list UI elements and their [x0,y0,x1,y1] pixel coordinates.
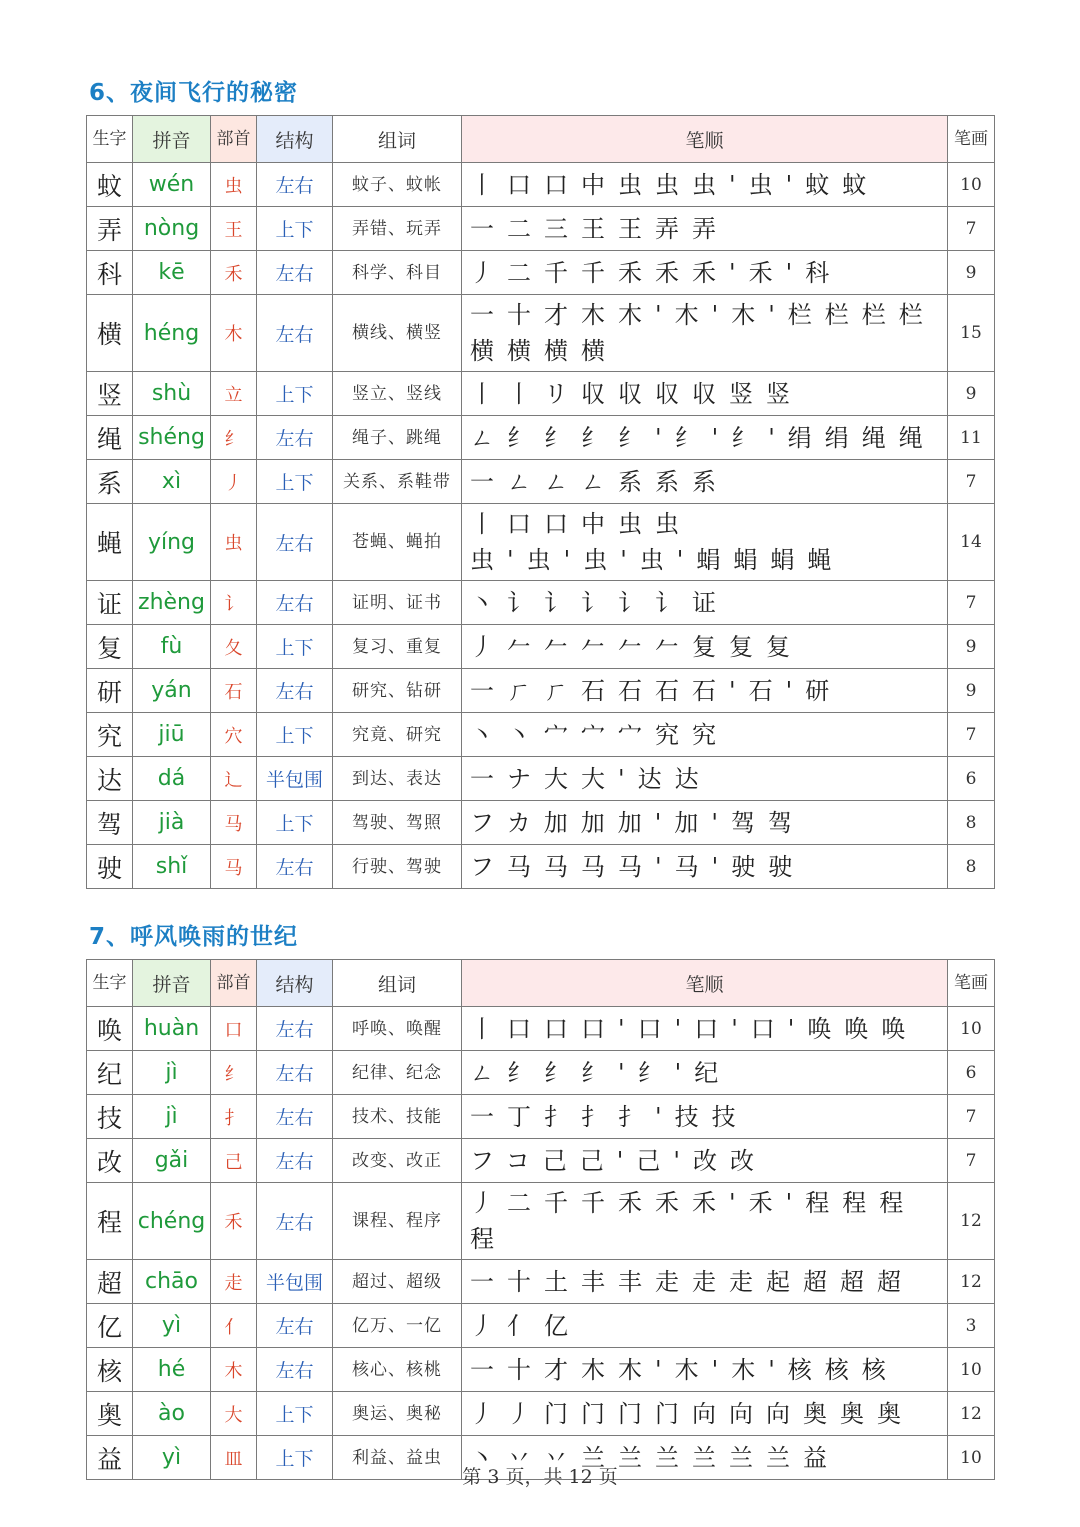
char-cell: 核 [87,1348,133,1392]
table-row [87,416,995,460]
stroke-order-cell: 丶丶宀宀宀究究 [462,713,948,757]
header-char: 生字 [87,960,133,1007]
radical-cell: 丿 [211,460,257,504]
words-cell: 科学、科目 [333,251,462,295]
header-strokes: 笔顺 [462,960,948,1007]
stroke-order-cell: 一十才木木'木'木'栏栏栏栏横横横横 [462,295,948,372]
structure-cell: 左右 [257,1095,333,1139]
stroke-count-cell: 12 [948,1260,995,1304]
header-structure: 结构 [257,960,333,1007]
table-row [87,845,995,889]
structure-cell: 左右 [257,295,333,372]
header-words: 组词 [333,116,462,163]
char-cell: 超 [87,1260,133,1304]
pinyin-cell: zhèng [133,581,211,625]
words-cell: 研究、钻研 [333,669,462,713]
stroke-count-cell: 6 [948,757,995,801]
lesson-7-section [86,918,994,1480]
words-cell: 苍蝇、蝇拍 [333,504,462,581]
table-row [87,295,995,372]
stroke-count-cell: 7 [948,581,995,625]
table-row [87,1260,995,1304]
lesson-7-title: 7、呼风唤雨的世纪 [89,924,299,950]
table-row [87,1051,995,1095]
structure-cell: 上下 [257,460,333,504]
words-cell: 纪律、纪念 [333,1051,462,1095]
stroke-count-cell: 9 [948,251,995,295]
stroke-order-cell: 一十土丰丰走走走起超超超 [462,1260,948,1304]
char-cell: 达 [87,757,133,801]
pinyin-cell: nòng [133,207,211,251]
pinyin-cell: xì [133,460,211,504]
radical-cell: 辶 [211,757,257,801]
structure-cell: 左右 [257,669,333,713]
structure-cell: 左右 [257,845,333,889]
pinyin-cell: hé [133,1348,211,1392]
stroke-count-cell: 10 [948,1348,995,1392]
radical-cell: 石 [211,669,257,713]
words-cell: 课程、程序 [333,1183,462,1260]
stroke-count-cell: 6 [948,1051,995,1095]
words-cell: 证明、证书 [333,581,462,625]
pinyin-cell: yán [133,669,211,713]
stroke-count-cell: 14 [948,504,995,581]
table-row [87,1095,995,1139]
table-row [87,625,995,669]
lesson-6-table [86,115,995,889]
stroke-count-cell: 7 [948,207,995,251]
radical-cell: 木 [211,295,257,372]
char-cell: 复 [87,625,133,669]
table-row [87,460,995,504]
stroke-order-cell: 丿丿门门门门向向向奥奥奥 [462,1392,948,1436]
pinyin-cell: jiū [133,713,211,757]
header-pinyin: 拼音 [133,960,211,1007]
header-structure: 结构 [257,116,333,163]
words-cell: 呼唤、唤醒 [333,1007,462,1051]
words-cell: 横线、横竖 [333,295,462,372]
pinyin-cell: héng [133,295,211,372]
lesson-6-section [86,74,994,889]
radical-cell: 王 [211,207,257,251]
stroke-order-cell: 丶讠讠讠讠讠证 [462,581,948,625]
table-row [87,163,995,207]
stroke-count-cell: 7 [948,460,995,504]
stroke-order-cell: 丿𠂉𠂉𠂉𠂉𠂉复复复 [462,625,948,669]
structure-cell: 左右 [257,1304,333,1348]
stroke-count-cell: 10 [948,163,995,207]
stroke-count-cell: 11 [948,416,995,460]
radical-cell: 虫 [211,504,257,581]
radical-cell: 立 [211,372,257,416]
words-cell: 到达、表达 [333,757,462,801]
char-cell: 横 [87,295,133,372]
stroke-count-cell: 8 [948,845,995,889]
structure-cell: 左右 [257,1183,333,1260]
table-row [87,801,995,845]
radical-cell: 亻 [211,1304,257,1348]
char-cell: 益 [87,1436,133,1480]
words-cell: 驾驶、驾照 [333,801,462,845]
table-row [87,1007,995,1051]
header-radical: 部首 [211,960,257,1007]
char-cell: 亿 [87,1304,133,1348]
pinyin-cell: huàn [133,1007,211,1051]
char-cell: 弄 [87,207,133,251]
stroke-order-cell: 丿二千千禾禾禾'禾'程程程程 [462,1183,948,1260]
char-cell: 蚊 [87,163,133,207]
structure-cell: 上下 [257,801,333,845]
stroke-count-cell: 7 [948,1139,995,1183]
header-strokes: 笔顺 [462,116,948,163]
structure-cell: 左右 [257,1051,333,1095]
stroke-order-cell: 丶丷丷兰兰兰兰兰兰益 [462,1436,948,1480]
header-row [87,960,995,1007]
char-cell: 唤 [87,1007,133,1051]
stroke-order-cell: 一ㄏㄏ石石石石'石'研 [462,669,948,713]
radical-cell: 穴 [211,713,257,757]
stroke-order-cell: 丨口口口'口'口'口'唤唤唤 [462,1007,948,1051]
pinyin-cell: wén [133,163,211,207]
radical-cell: 讠 [211,581,257,625]
pinyin-cell: yíng [133,504,211,581]
lesson-6-title: 6、夜间飞行的秘密 [89,80,299,106]
char-cell: 究 [87,713,133,757]
words-cell: 弄错、玩弄 [333,207,462,251]
words-cell: 超过、超级 [333,1260,462,1304]
stroke-order-cell: 丨丨リ収収収収竖竖 [462,372,948,416]
stroke-count-cell: 10 [948,1436,995,1480]
table-row [87,1139,995,1183]
radical-cell: 纟 [211,416,257,460]
table-row [87,251,995,295]
table-row [87,1183,995,1260]
pinyin-cell: ào [133,1392,211,1436]
header-count: 笔画 [948,960,995,1007]
table-row [87,207,995,251]
words-cell: 关系、系鞋带 [333,460,462,504]
char-cell: 驾 [87,801,133,845]
char-cell: 竖 [87,372,133,416]
words-cell: 核心、核桃 [333,1348,462,1392]
char-cell: 系 [87,460,133,504]
structure-cell: 半包围 [257,1260,333,1304]
pinyin-cell: fù [133,625,211,669]
pinyin-cell: yì [133,1304,211,1348]
stroke-count-cell: 7 [948,713,995,757]
pinyin-cell: gǎi [133,1139,211,1183]
structure-cell: 左右 [257,581,333,625]
table-row [87,757,995,801]
stroke-order-cell: 丨口口中虫虫虫'虫'虫'虫'蜎蜎蜎蝇 [462,504,948,581]
stroke-order-cell: ㄥ纟纟纟纟'纟'纟'绢绢绳绳 [462,416,948,460]
table-row [87,713,995,757]
radical-cell: 走 [211,1260,257,1304]
structure-cell: 左右 [257,251,333,295]
stroke-order-cell: 丨口口中虫虫虫'虫'蚊蚊 [462,163,948,207]
words-cell: 绳子、跳绳 [333,416,462,460]
radical-cell: 马 [211,801,257,845]
radical-cell: 扌 [211,1095,257,1139]
radical-cell: 马 [211,845,257,889]
char-cell: 证 [87,581,133,625]
char-cell: 研 [87,669,133,713]
words-cell: 复习、重复 [333,625,462,669]
stroke-count-cell: 9 [948,372,995,416]
stroke-count-cell: 8 [948,801,995,845]
words-cell: 技术、技能 [333,1095,462,1139]
radical-cell: 禾 [211,251,257,295]
structure-cell: 上下 [257,713,333,757]
table-row [87,504,995,581]
radical-cell: 口 [211,1007,257,1051]
lesson-7-table [86,959,995,1480]
pinyin-cell: jià [133,801,211,845]
table-row [87,581,995,625]
stroke-count-cell: 12 [948,1392,995,1436]
table-row [87,1304,995,1348]
header-radical: 部首 [211,116,257,163]
words-cell: 行驶、驾驶 [333,845,462,889]
stroke-order-cell: 丿亻亿 [462,1304,948,1348]
table-row [87,1348,995,1392]
stroke-order-cell: 丿二千千禾禾禾'禾'科 [462,251,948,295]
char-cell: 奥 [87,1392,133,1436]
stroke-order-cell: ㄥ纟纟纟'纟'纪 [462,1051,948,1095]
header-pinyin: 拼音 [133,116,211,163]
words-cell: 改变、改正 [333,1139,462,1183]
table-row [87,669,995,713]
stroke-order-cell: 一ㄥㄥㄥ系系系 [462,460,948,504]
structure-cell: 左右 [257,1007,333,1051]
structure-cell: 上下 [257,1392,333,1436]
words-cell: 奥运、奥秘 [333,1392,462,1436]
header-count: 笔画 [948,116,995,163]
page-footer: 第 3 页，共 12 页 [462,1466,618,1488]
structure-cell: 半包围 [257,757,333,801]
header-row [87,116,995,163]
pinyin-cell: jì [133,1095,211,1139]
radical-cell: 大 [211,1392,257,1436]
stroke-count-cell: 12 [948,1183,995,1260]
char-cell: 纪 [87,1051,133,1095]
stroke-count-cell: 9 [948,625,995,669]
stroke-order-cell: フコ己己'己'改改 [462,1139,948,1183]
pinyin-cell: kē [133,251,211,295]
structure-cell: 左右 [257,163,333,207]
structure-cell: 上下 [257,207,333,251]
structure-cell: 左右 [257,1348,333,1392]
pinyin-cell: chéng [133,1183,211,1260]
header-words: 组词 [333,960,462,1007]
radical-cell: 虫 [211,163,257,207]
structure-cell: 左右 [257,1139,333,1183]
stroke-count-cell: 9 [948,669,995,713]
stroke-count-cell: 10 [948,1007,995,1051]
words-cell: 亿万、一亿 [333,1304,462,1348]
radical-cell: 夂 [211,625,257,669]
stroke-order-cell: 一十才木木'木'木'核核核 [462,1348,948,1392]
pinyin-cell: shǐ [133,845,211,889]
pinyin-cell: dá [133,757,211,801]
structure-cell: 上下 [257,1436,333,1480]
stroke-order-cell: 一二三王王弄弄 [462,207,948,251]
pinyin-cell: shù [133,372,211,416]
stroke-order-cell: フカ加加加'加'驾驾 [462,801,948,845]
radical-cell: 己 [211,1139,257,1183]
stroke-count-cell: 15 [948,295,995,372]
structure-cell: 左右 [257,504,333,581]
pinyin-cell: chāo [133,1260,211,1304]
words-cell: 蚊子、蚊帐 [333,163,462,207]
char-cell: 驶 [87,845,133,889]
stroke-count-cell: 3 [948,1304,995,1348]
stroke-order-cell: フ马马马马'马'驶驶 [462,845,948,889]
header-char: 生字 [87,116,133,163]
radical-cell: 禾 [211,1183,257,1260]
pinyin-cell: shéng [133,416,211,460]
structure-cell: 上下 [257,372,333,416]
stroke-count-cell: 7 [948,1095,995,1139]
pinyin-cell: jì [133,1051,211,1095]
char-cell: 改 [87,1139,133,1183]
char-cell: 绳 [87,416,133,460]
char-cell: 程 [87,1183,133,1260]
radical-cell: 纟 [211,1051,257,1095]
words-cell: 究竟、研究 [333,713,462,757]
table-row [87,1392,995,1436]
pinyin-cell: yì [133,1436,211,1480]
stroke-order-cell: 一ナ大大'达达 [462,757,948,801]
structure-cell: 左右 [257,416,333,460]
radical-cell: 木 [211,1348,257,1392]
char-cell: 蝇 [87,504,133,581]
radical-cell: 皿 [211,1436,257,1480]
stroke-order-cell: 一丁扌扌扌'技技 [462,1095,948,1139]
words-cell: 竖立、竖线 [333,372,462,416]
table-row [87,372,995,416]
words-cell: 利益、益虫 [333,1436,462,1480]
char-cell: 科 [87,251,133,295]
structure-cell: 上下 [257,625,333,669]
char-cell: 技 [87,1095,133,1139]
